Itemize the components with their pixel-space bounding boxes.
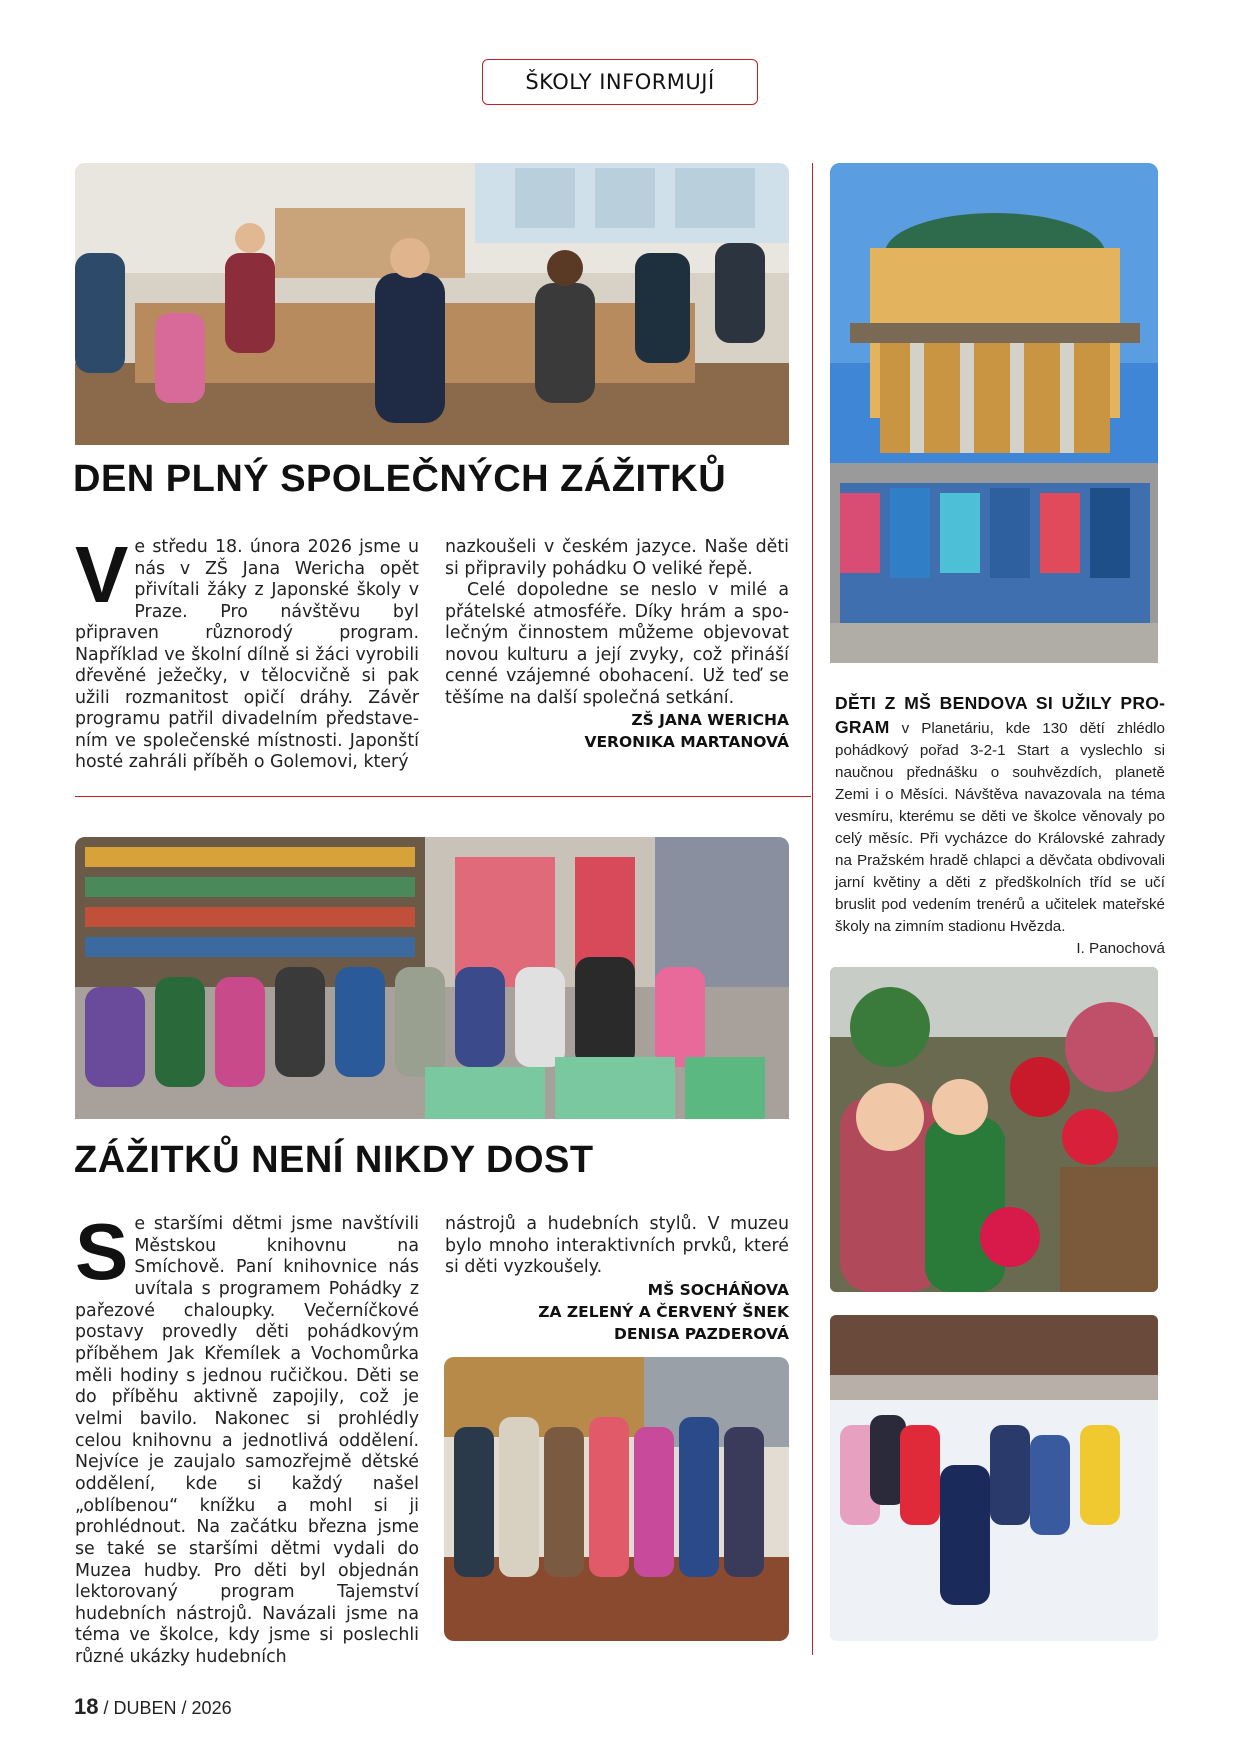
museum-photo [444,1357,789,1641]
footer-year: 2026 [191,1698,232,1718]
sidebar-article [835,692,1165,960]
article1-column2 [445,537,789,753]
article1-text3: Celé dopoledne se neslo v milé a přátelské atmosféře. Díky hrám a společným činnostem můžeme objevovat novou kulturu a její zvyky, což přináší cenné vzájemné obohacení. Už teď se těšíme na další společná setkání. [445,580,789,708]
column-divider [812,163,813,1655]
sidebar-author: I. Panochová [1076,940,1165,957]
article1-dropcap: V [75,530,129,619]
page-number: 18 [74,1694,99,1719]
article1-headline: DEN PLNÝ SPOLEČNÝCH ZÁŽITKŮ [73,458,727,500]
footer-month: DUBEN [113,1698,177,1718]
article1-text2: nazkoušeli v českém jazyce. Naše děti si připravily pohádku O veliké řepě. [445,537,789,579]
article1-signature-author: VERONIKA MARTANOVÁ [584,733,789,751]
sidebar-body: v Planetáriu, kde 130 dětí zhlédlo pohádkový pořad 3-2-1 Start a vyslechlo si naučnou přednášku o souhvězdích, planetě Zemi i o Měsíci. Návštěva navazovala na téma vesmíru, kterému se děti ve školce věnovaly po celý měsíc. Při vycházce do Královské zahrady na Pražském hradě chlapci a děvčata obdivovali jarní květiny a děti z předškolních tříd se učí bruslit pod vedením trenérů a učitelek mateřské školy na zimním stadionu Hvězda. [835,720,1165,935]
workshop-photo [75,163,789,445]
page-footer: 18 / DUBEN / 2026 [74,1694,232,1719]
sidebar-lead: DĚTI Z MŠ BENDOVA SI UŽILY PROGRAM [835,693,1165,737]
article2-column2 [445,1214,789,1345]
article2-text1: e staršími dětmi jsme navštívili Městskou knihovnu na Smíchově. Paní knihovnice nás uvítala s programem Pohádky z pařezové chaloupky. Večerníčkové postavy provedly děti pohádkovým příběhem Jak Křemílek a Vochomůrka měli hodiny s jednou ručičkou. Děti se do příběhu aktivně zapojily, což je velmi bavilo. Nakonec si prohlédly celou knihovnu a jednotlivá oddělení. Nejvíce je zaujalo samozřejmě dětské oddělení, kde si každý našel „oblíbenou“ knížku a mohl si ji prohlédnout. Na začátku března jsme se také se staršími dětmi vydali do Muzea hudby. Pro děti byl objednán lektorovaný program Tajemství hudebních nástrojů. Navázali jsme na téma ve školce, kdy jsme si poslechli různé ukázky hudebních [75,1214,419,1668]
section-tag: ŠKOLY INFORMUJÍ [482,59,758,105]
article2-column1 [75,1207,419,1669]
flowers-photo [830,967,1158,1292]
planetarium-photo [830,163,1158,663]
article1-text1: e středu 18. února 2026 jsme u nás v ZŠ Jana Wericha opět přivítali žáky z Japonské školy v Praze. Pro návštěvu byl připraven různorodý program. Například ve školní dílně si žáci vyrobili dřevěné ježečky, v tělocvičně si pak užili rozmanitost opičí dráhy. Závěr programu patřil divadelním představením ve společenské místnosti. Japonští hosté zahráli příběh o Golemovi, který [75,537,419,772]
article2-signature-class: ZA ZELENÝ A ČERVENÝ ŠNEK [538,1302,789,1321]
article1-signature-school: ZŠ JANA WERICHA [631,711,789,729]
article1-column1 [75,530,419,774]
library-photo [75,837,789,1119]
article2-text2: nástrojů a hudebních stylů. V muzeu bylo mnoho interaktivních prvků, které si děti vyzkoušely. [445,1214,789,1277]
article2-headline: ZÁŽITKŮ NENÍ NIKDY DOST [74,1139,594,1181]
article2-dropcap: S [75,1207,129,1296]
article-divider [75,796,811,797]
article2-signature-school: MŠ SOCHÁŇOVA [647,1280,789,1299]
skating-photo [830,1315,1158,1641]
article2-signature-author: DENISA PAZDEROVÁ [613,1324,789,1343]
